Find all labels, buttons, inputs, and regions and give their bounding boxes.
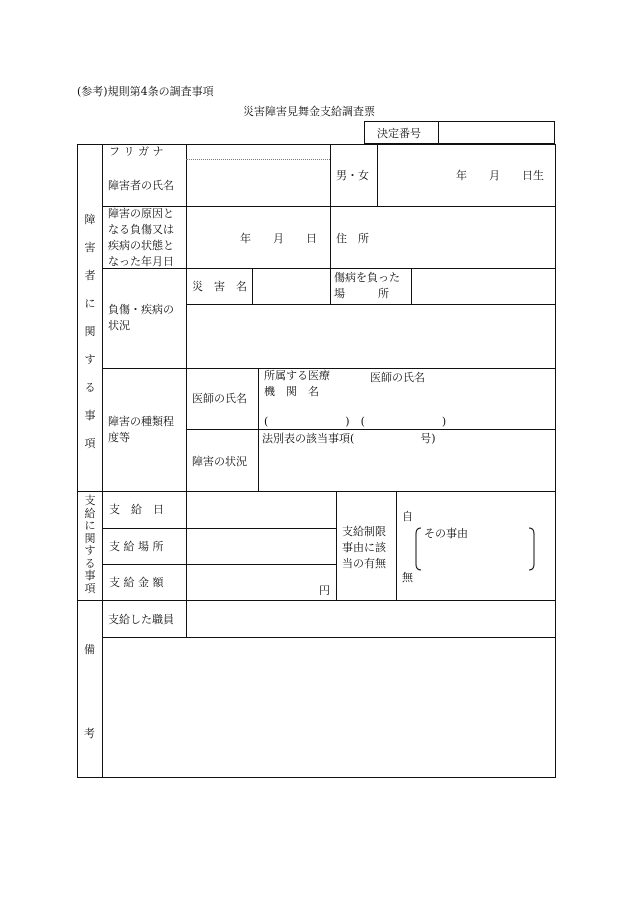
form-title: 災害障害見舞金支給調査票 (243, 105, 375, 118)
disaster-name-field[interactable] (256, 271, 326, 301)
injury-status-field[interactable] (190, 308, 552, 364)
address-field[interactable] (380, 210, 552, 264)
payment-date-label: 支 給 日 (109, 503, 164, 516)
sex-label[interactable]: 男・女 (336, 169, 369, 182)
payment-date-field[interactable] (190, 495, 332, 525)
name-field[interactable] (190, 162, 326, 202)
degree-label: 障害の種類程 度等 (108, 415, 174, 444)
injury-place-field[interactable] (415, 271, 552, 301)
injury-place-label: 傷病を負った 場 所 (334, 271, 400, 300)
reason-label: その事由 (424, 527, 468, 540)
payment-amount-field[interactable] (190, 567, 314, 597)
decision-number-label: 決定番号 (377, 127, 421, 140)
yen-unit: 円 (319, 584, 330, 597)
disability-status-field[interactable] (262, 448, 552, 488)
payment-place-field[interactable] (190, 531, 332, 561)
staff-label: 支給した職員 (108, 613, 174, 626)
reference-note: (参考)規則第4条の調査事項 (77, 85, 214, 98)
address-label: 住 所 (336, 232, 369, 245)
remarks-side-label-1: 備 (84, 643, 95, 656)
appended-table-item[interactable]: 法別表の該当事項( 号) (262, 432, 436, 445)
payment-amount-label: 支 給 金 額 (109, 576, 164, 589)
birth-date-label[interactable]: 年 月 日生 (456, 169, 544, 182)
payment-side-label: 支 給 に 関 す る 事 項 (84, 494, 96, 595)
institution-doctor-fields[interactable]: ( ) ( ) (264, 415, 447, 428)
disabled-person-side-label: 障 害 者 に 関 す る 事 項 (84, 213, 96, 450)
remarks-field[interactable] (106, 641, 552, 774)
doctor-name-column-label: 医師の氏名 (370, 371, 425, 384)
remarks-side-label-2: 考 (84, 727, 95, 740)
reason-field[interactable] (422, 544, 528, 568)
restriction-no-option[interactable]: 無 (402, 571, 413, 584)
cause-label: 障害の原因と なる負傷又は 疾病の状態と なった年月日 (108, 207, 174, 268)
doctor-name-label: 医師の氏名 (192, 392, 247, 405)
furigana-field[interactable] (190, 146, 326, 158)
restriction-yes-option[interactable]: 自 (402, 510, 413, 523)
disability-status-label: 障害の状況 (192, 455, 247, 468)
name-label: 障害者の氏名 (108, 179, 174, 192)
payment-restriction-label: 支給制限 事由に該 当の有無 (342, 525, 386, 570)
injury-status-label: 負傷・疾病の 状況 (108, 303, 174, 332)
medical-institution-label: 所属する医療 機 関 名 (264, 369, 330, 398)
payment-place-label: 支 給 場 所 (109, 540, 164, 553)
disaster-name-label: 災 害 名 (192, 280, 247, 293)
staff-field[interactable] (190, 604, 552, 634)
cause-date[interactable]: 年 月 日 (240, 232, 317, 245)
furigana-label: フ リ ガ ナ (109, 145, 164, 158)
